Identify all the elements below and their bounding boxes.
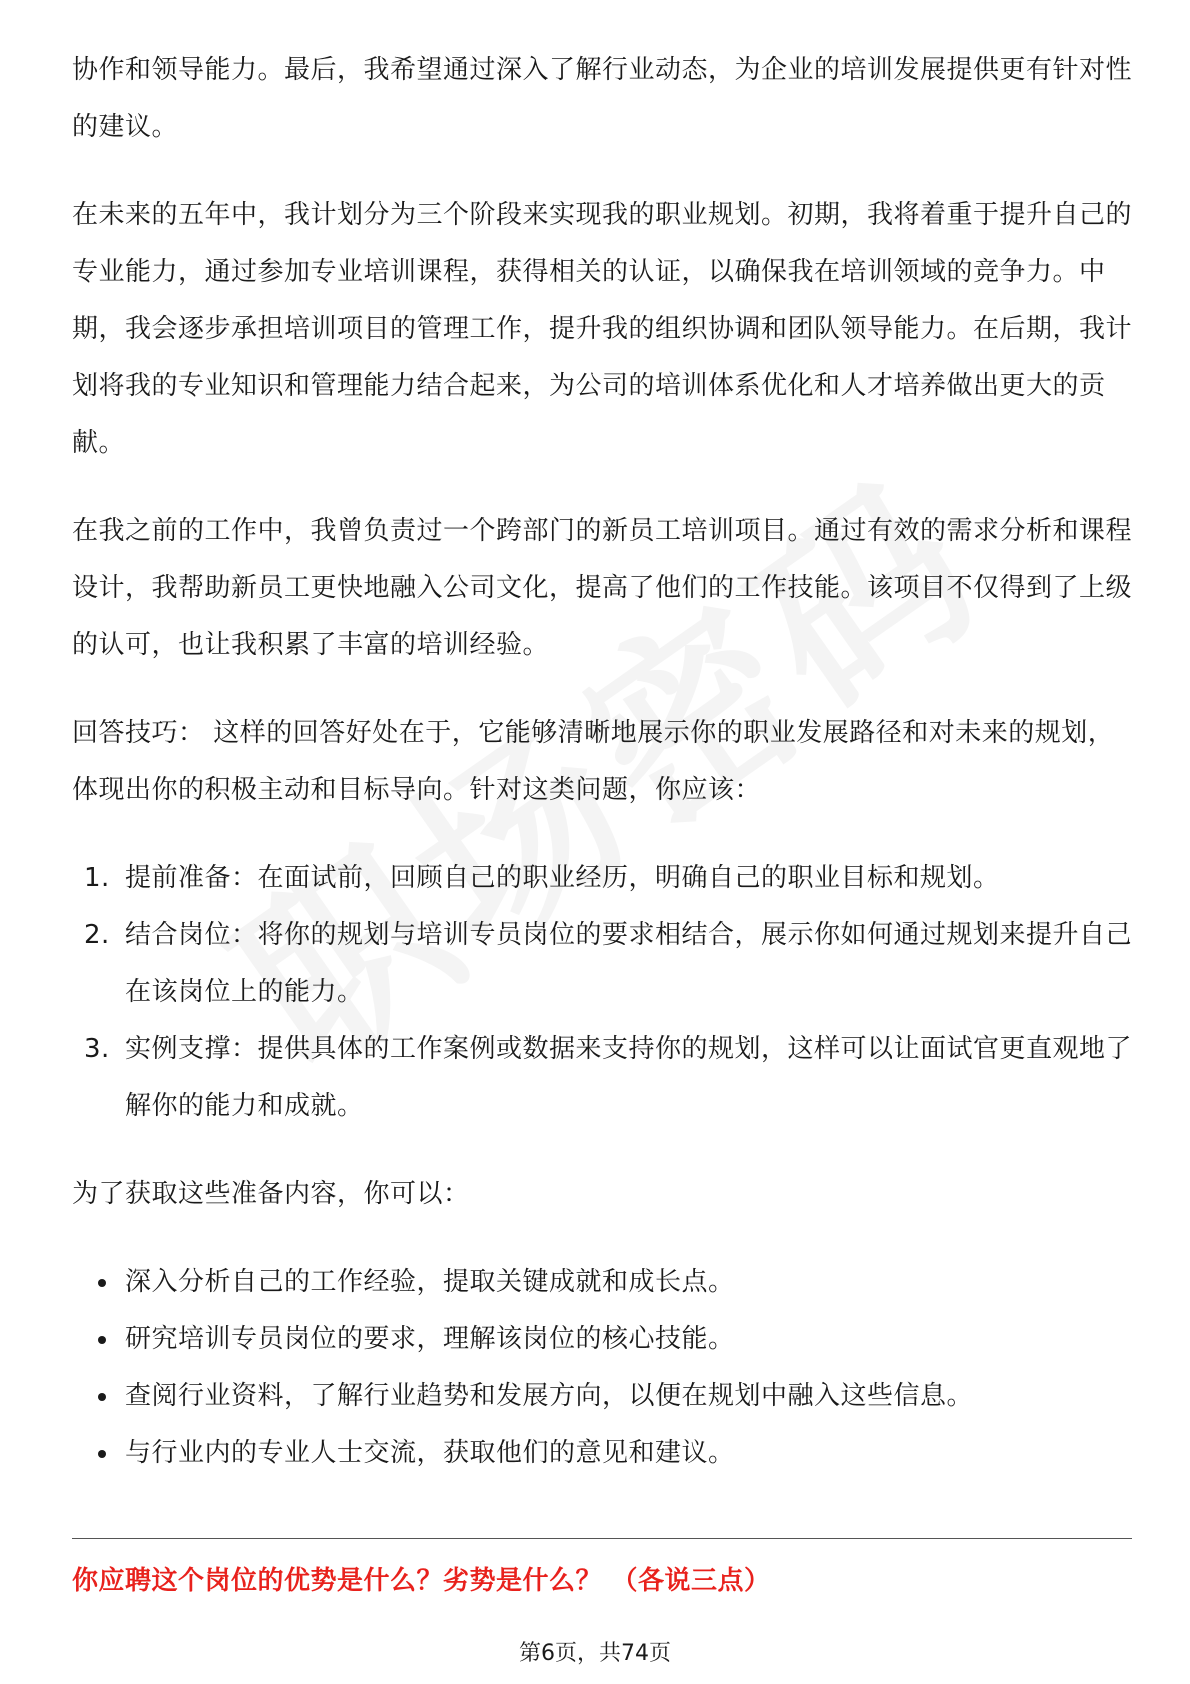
paragraph-prep-intro: 为了获取这些准备内容，你可以：: [72, 1179, 470, 1209]
list-item-text: 提前准备：在面试前，回顾自己的职业经历，明确自己的职业目标和规划。: [125, 863, 1000, 893]
page-content: [72, 42, 1132, 1513]
list-item: [72, 850, 1132, 907]
prep-list: [72, 1254, 1132, 1482]
bullet-icon: [98, 1393, 106, 1401]
list-item-text: 研究培训专员岗位的要求，理解该岗位的核心技能。: [125, 1324, 735, 1354]
paragraph-intro-continuation: 协作和领导能力。最后，我希望通过深入了解行业动态，为企业的培训发展提供更有针对性的建议。: [72, 55, 1133, 142]
list-item: [72, 1368, 1132, 1425]
list-item: [72, 1021, 1132, 1135]
list-item-text: 深入分析自己的工作经验，提取关键成就和成长点。: [125, 1267, 735, 1297]
list-number: 3.: [84, 1034, 110, 1064]
list-item-text: 与行业内的专业人士交流，获取他们的意见和建议。: [125, 1438, 735, 1468]
list-item-text: 查阅行业资料，了解行业趋势和发展方向，以便在规划中融入这些信息。: [125, 1381, 974, 1411]
bullet-icon: [98, 1336, 106, 1344]
next-question-heading: 你应聘这个岗位的优势是什么？劣势是什么？ （各说三点）: [72, 1566, 771, 1596]
paragraph-past-experience: 在我之前的工作中，我曾负责过一个跨部门的新员工培训项目。通过有效的需求分析和课程设计，我帮助新员工更快地融入公司文化，提高了他们的工作技能。该项目不仅得到了上级的认可，也让我积累了丰富的培训经验。: [72, 516, 1133, 660]
list-item-text: 实例支撑：提供具体的工作案例或数据来支持你的规划，这样可以让面试官更直观地了解你的能力和成就。: [125, 1034, 1133, 1121]
list-item: [72, 1311, 1132, 1368]
list-number: 1.: [84, 863, 110, 893]
section-divider: [72, 1538, 1132, 1539]
tips-list: [72, 850, 1132, 1135]
list-item-text: 结合岗位：将你的规划与培训专员岗位的要求相结合，展示你如何通过规划来提升自己在该岗位上的能力。: [125, 920, 1133, 1007]
bullet-icon: [98, 1279, 106, 1287]
paragraph-answer-tips: 回答技巧： 这样的回答好处在于，它能够清晰地展示你的职业发展路径和对未来的规划，体现出你的积极主动和目标导向。针对这类问题，你应该：: [72, 718, 1115, 805]
bullet-icon: [98, 1450, 106, 1458]
paragraph-five-year-plan: 在未来的五年中，我计划分为三个阶段来实现我的职业规划。初期，我将着重于提升自己的专业能力，通过参加专业培训课程，获得相关的认证，以确保我在培训领域的竞争力。中期，我会逐步承担培训项目的管理工作，提升我的组织协调和团队领导能力。在后期，我计划将我的专业知识和管理能力结合起来，为公司的培训体系优化和人才培养做出更大的贡献。: [72, 200, 1133, 458]
list-item: [72, 1254, 1132, 1311]
list-item: [72, 1425, 1132, 1482]
page-footer: 第6页，共74页: [519, 1641, 671, 1666]
list-number: 2.: [84, 920, 110, 950]
list-item: [72, 907, 1132, 1021]
